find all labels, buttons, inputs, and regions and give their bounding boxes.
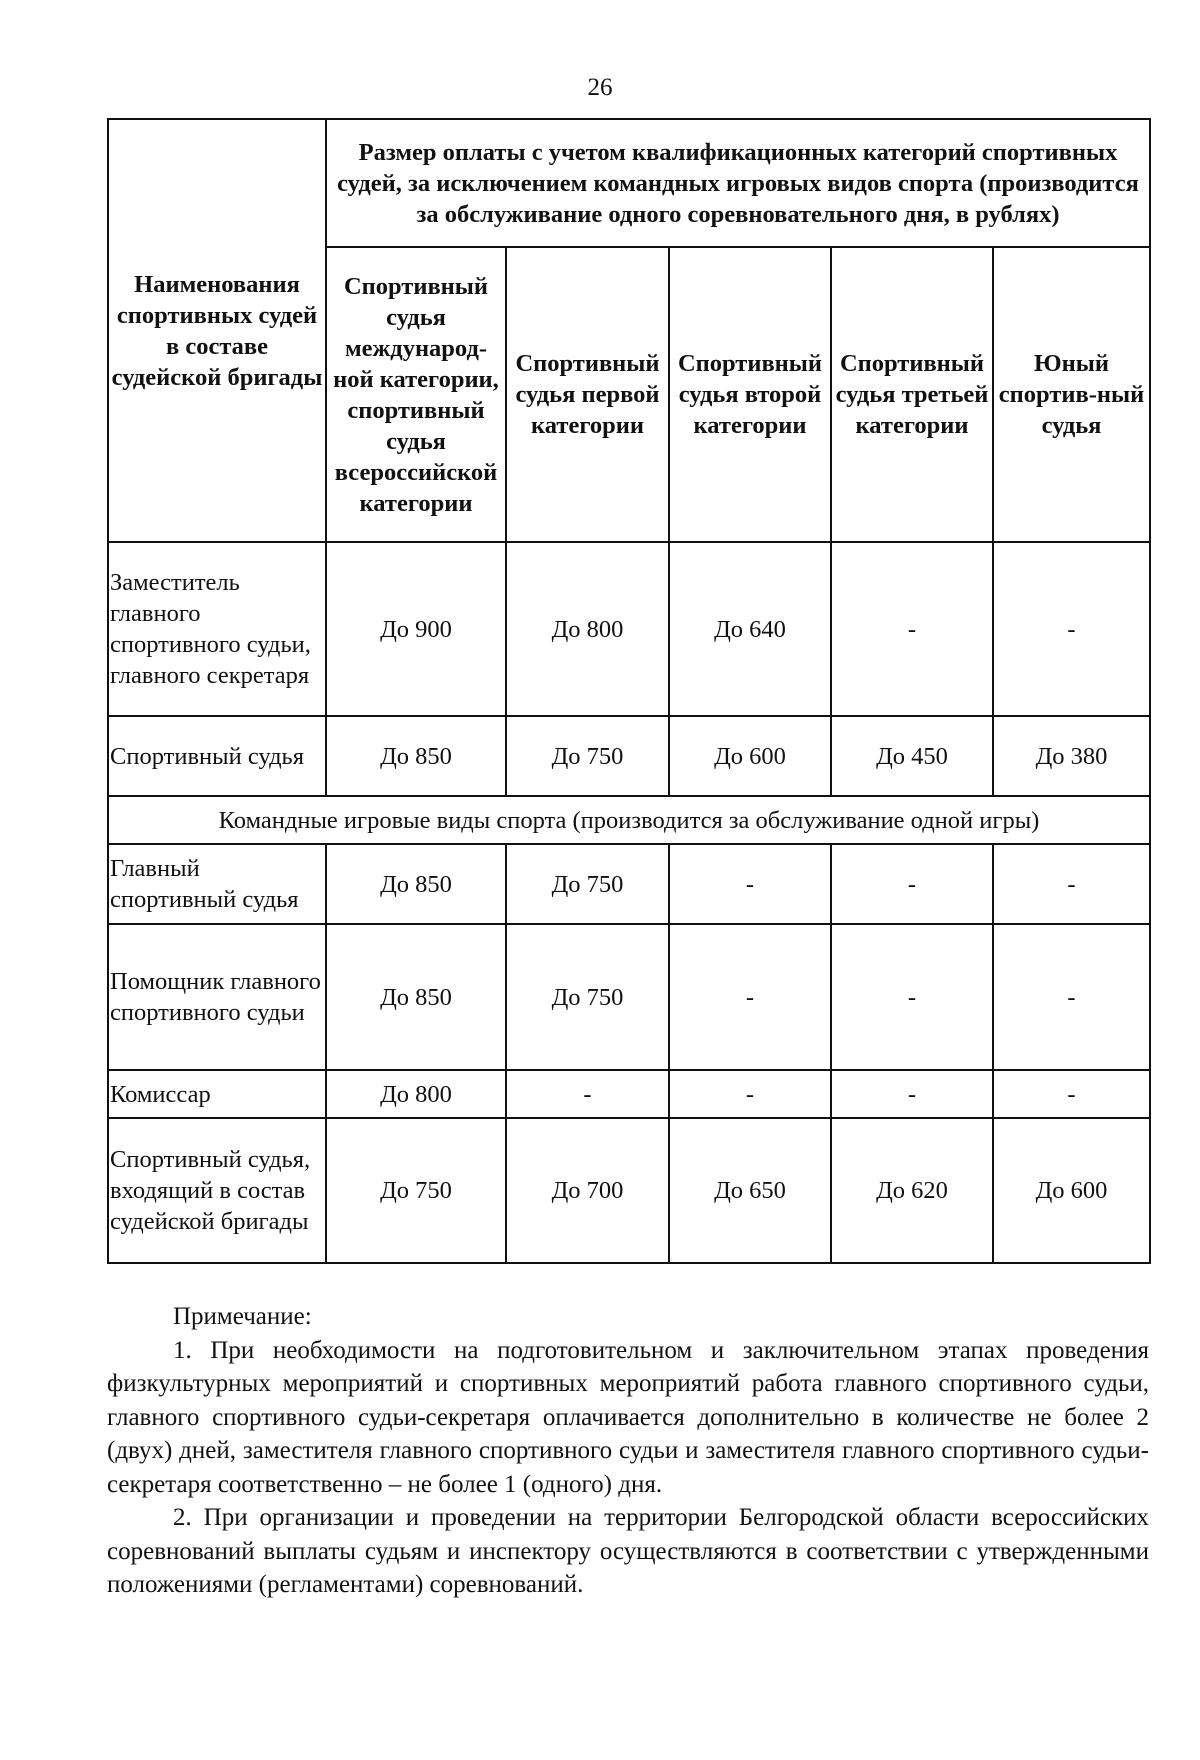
cell-value: - <box>831 1070 993 1118</box>
cell-value: До 750 <box>326 1118 506 1263</box>
cell-value: - <box>993 1070 1150 1118</box>
table-row <box>108 924 1150 1070</box>
cell-value: До 750 <box>506 844 669 924</box>
cell-value: До 380 <box>993 716 1150 796</box>
table-row <box>108 716 1150 796</box>
cell-value: До 700 <box>506 1118 669 1263</box>
notes-title: Примечание: <box>173 1303 312 1330</box>
cell-value: До 600 <box>993 1118 1150 1263</box>
cell-value: До 450 <box>831 716 993 796</box>
header-col-second: Спортивный судья второй категории <box>669 247 831 542</box>
header-payment-size: Размер оплаты с учетом квалификационных категорий спортивных судей, за исключением командных игровых видов спорта (производится за обслуживание одного соревновательного дня, в рублях) <box>326 119 1150 247</box>
row-name: Спортивный судья, входящий в состав судейской бригады <box>108 1118 326 1263</box>
cell-value: - <box>506 1070 669 1118</box>
header-col-youth: Юный спортив-ный судья <box>993 247 1150 542</box>
header-judge-names: Наименования спортивных судей в составе судейской бригады <box>108 119 326 542</box>
cell-value: - <box>993 542 1150 716</box>
cell-value: - <box>831 924 993 1070</box>
cell-value: - <box>669 1070 831 1118</box>
cell-value: До 620 <box>831 1118 993 1263</box>
cell-value: До 850 <box>326 924 506 1070</box>
row-name: Комиссар <box>108 1070 326 1118</box>
cell-value: До 850 <box>326 844 506 924</box>
cell-value: До 850 <box>326 716 506 796</box>
cell-value: До 640 <box>669 542 831 716</box>
cell-value: До 900 <box>326 542 506 716</box>
table-row <box>108 844 1150 924</box>
note-item: 2. При организации и проведении на территории Белгородской области всероссийских соревнований выплаты судьям и инспектору осуществляются в соответствии с утвержденными положениями (регламентами) соревнований. <box>107 1504 1149 1598</box>
table-row <box>108 1118 1150 1263</box>
row-name: Спортивный судья <box>108 716 326 796</box>
row-name: Главный спортивный судья <box>108 844 326 924</box>
payment-table <box>107 118 1151 1264</box>
cell-value: До 800 <box>506 542 669 716</box>
row-name: Помощник главного спортивного судьи <box>108 924 326 1070</box>
notes-section <box>107 1300 1149 1602</box>
cell-value: - <box>669 844 831 924</box>
cell-value: - <box>669 924 831 1070</box>
table-row <box>108 1070 1150 1118</box>
header-col-third: Спортивный судья третьей категории <box>831 247 993 542</box>
cell-value: - <box>993 844 1150 924</box>
row-name: Заместитель главного спортивного судьи, главного секретаря <box>108 542 326 716</box>
page-number: 26 <box>587 74 613 101</box>
note-item: 1. При необходимости на подготовительном и заключительном этапах проведения физкультурных мероприятий и спортивных мероприятий работа главного спортивного судьи, главного спортивного судьи-секретаря оплачивается дополнительно в количестве не более 2 (двух) дней, заместителя главного спортивного судьи и заместителя главного спортивного судьи-секретаря соответственно – не более 1 (одного) дня. <box>107 1336 1149 1498</box>
table-row <box>108 542 1150 716</box>
header-col-first: Спортивный судья первой категории <box>506 247 669 542</box>
cell-value: - <box>831 542 993 716</box>
cell-value: - <box>993 924 1150 1070</box>
cell-value: До 800 <box>326 1070 506 1118</box>
cell-value: - <box>831 844 993 924</box>
cell-value: До 650 <box>669 1118 831 1263</box>
cell-value: До 600 <box>669 716 831 796</box>
header-col-international: Спортивный судья международ-ной категории, спортивный судья всероссийской категории <box>326 247 506 542</box>
section-title-team-sports: Командные игровые виды спорта (производится за обслуживание одной игры) <box>108 796 1150 844</box>
cell-value: До 750 <box>506 924 669 1070</box>
cell-value: До 750 <box>506 716 669 796</box>
